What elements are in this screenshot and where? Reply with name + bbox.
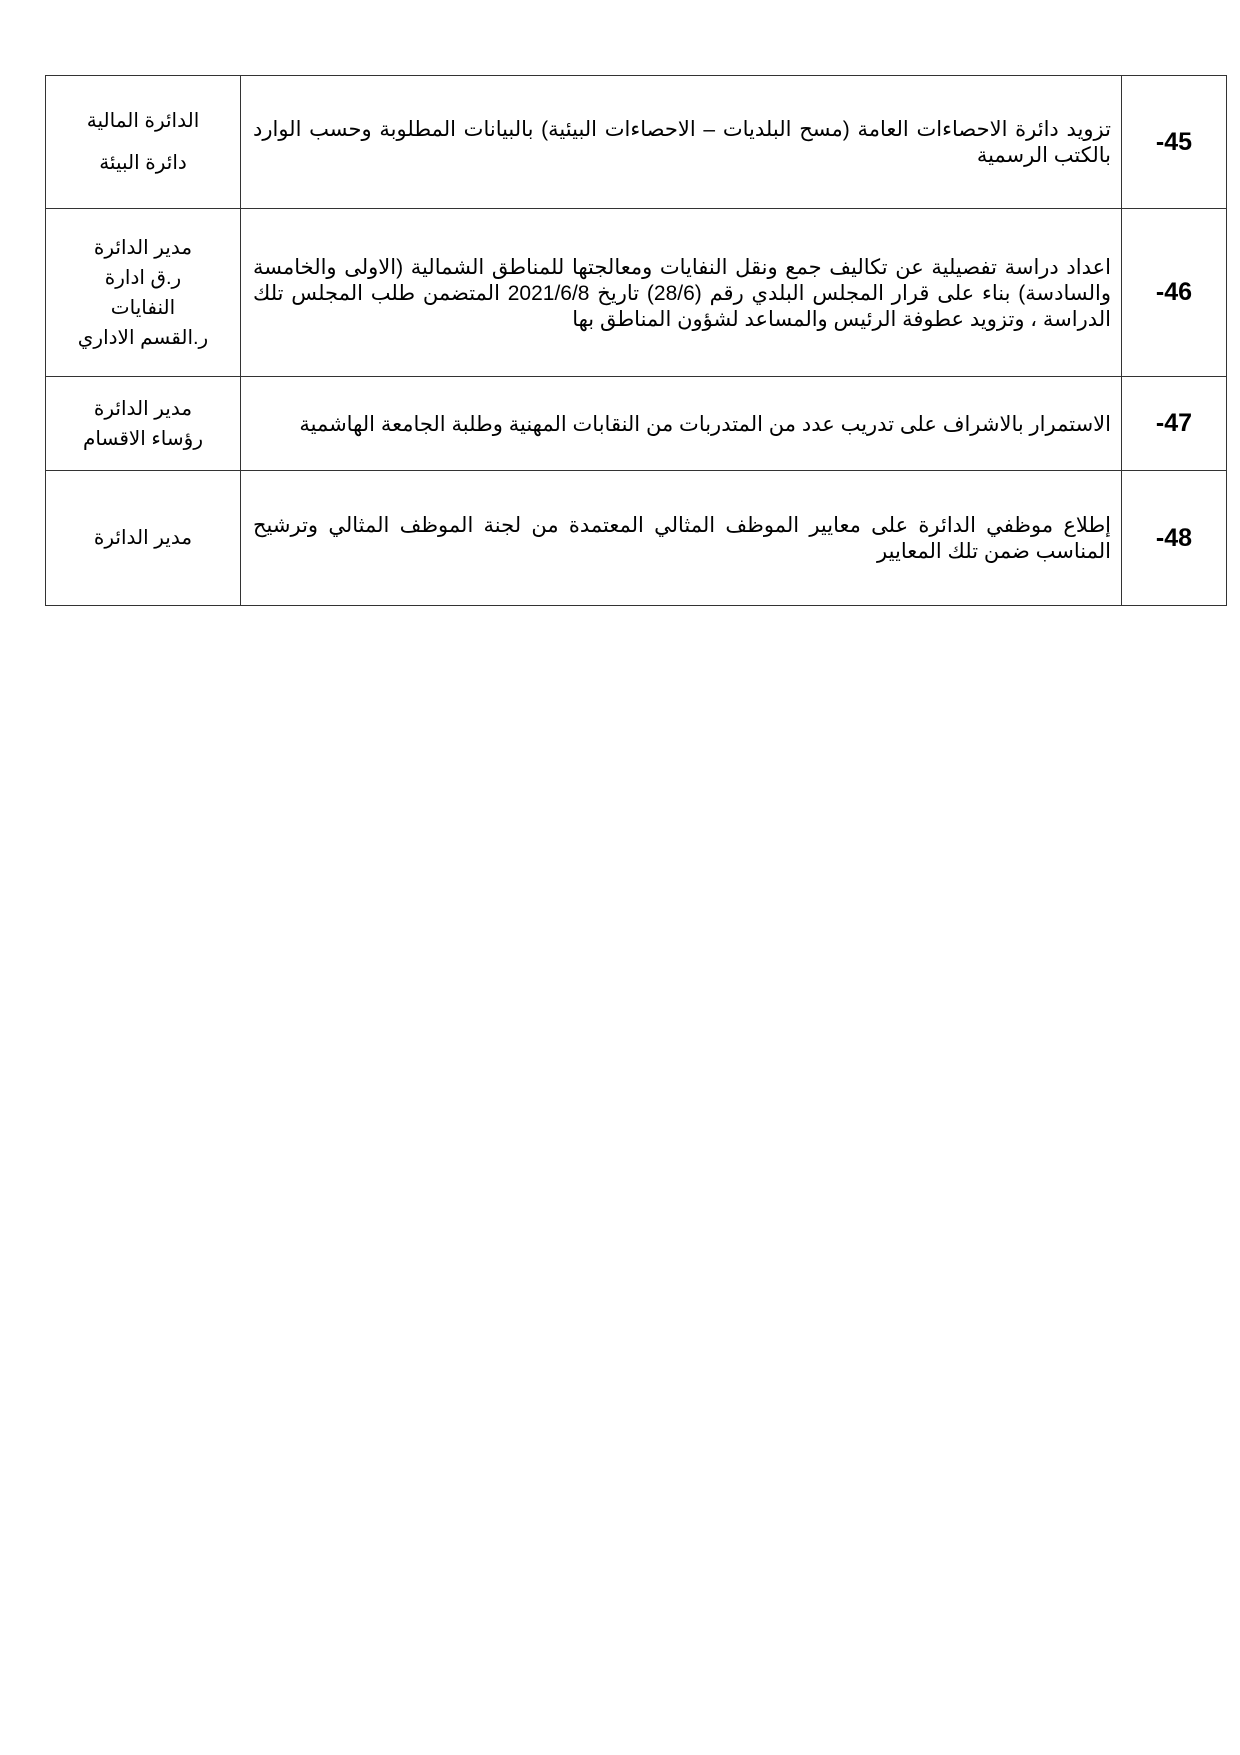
responsible-line: مدير الدائرة: [93, 236, 193, 259]
responsible-line: دائرة البيئة: [99, 152, 187, 174]
responsible-line: الدائرة المالية: [86, 110, 200, 132]
task-text: اعداد دراسة تفصيلية عن تكاليف جمع ونقل النفايات ومعالجتها للمناطق الشمالية (الاولى والخامسة والسادسة) بناء على قرار المجلس البلدي رقم (28/6) تاريخ 2021/6/8: [253, 255, 1111, 305]
item-number: -47: [1122, 377, 1227, 471]
table-row: [46, 209, 1227, 377]
responsible-line: ر.ق ادارة: [104, 266, 182, 289]
table-row: [46, 377, 1227, 471]
task-description: [241, 76, 1122, 209]
item-number: -46: [1122, 209, 1227, 377]
task-text: المتضمن طلب المجلس تلك الدراسة ، وتزويد عطوفة الرئيس والمساعد لشؤون المناطق بها: [253, 281, 1111, 331]
task-description: [241, 471, 1122, 606]
responsible-party: [46, 377, 241, 471]
table-row: [46, 76, 1227, 209]
responsible-party: [46, 209, 241, 377]
task-text: الاستمرار بالاشراف على تدريب عدد من المتدربات من النقابات المهنية وطلبة الجامعة الهاشمية: [299, 412, 1111, 436]
responsible-party: [46, 471, 241, 606]
responsible-line: رؤساء الاقسام: [83, 427, 203, 450]
task-description: [241, 209, 1122, 377]
responsible-line: ر.القسم الاداري: [77, 326, 209, 349]
table-row: [46, 471, 1227, 606]
responsible-party: [46, 76, 241, 209]
tasks-table: [45, 75, 1227, 606]
item-number: -45: [1122, 76, 1227, 209]
task-text: تزويد دائرة الاحصاءات العامة (مسح البلديات – الاحصاءات البيئية) بالبيانات المطلوبة وحسب الوارد بالكتب الرسمية: [253, 118, 1111, 167]
responsible-line: النفايات: [110, 296, 176, 319]
task-text: إطلاع موظفي الدائرة على معايير الموظف المثالي المعتمدة من لجنة الموظف المثالي وترشيح المناسب ضمن تلك المعايير: [253, 514, 1111, 563]
item-number: -48: [1122, 471, 1227, 606]
responsible-line: مدير الدائرة: [93, 527, 193, 549]
task-description: [241, 377, 1122, 471]
responsible-line: مدير الدائرة: [93, 397, 193, 420]
